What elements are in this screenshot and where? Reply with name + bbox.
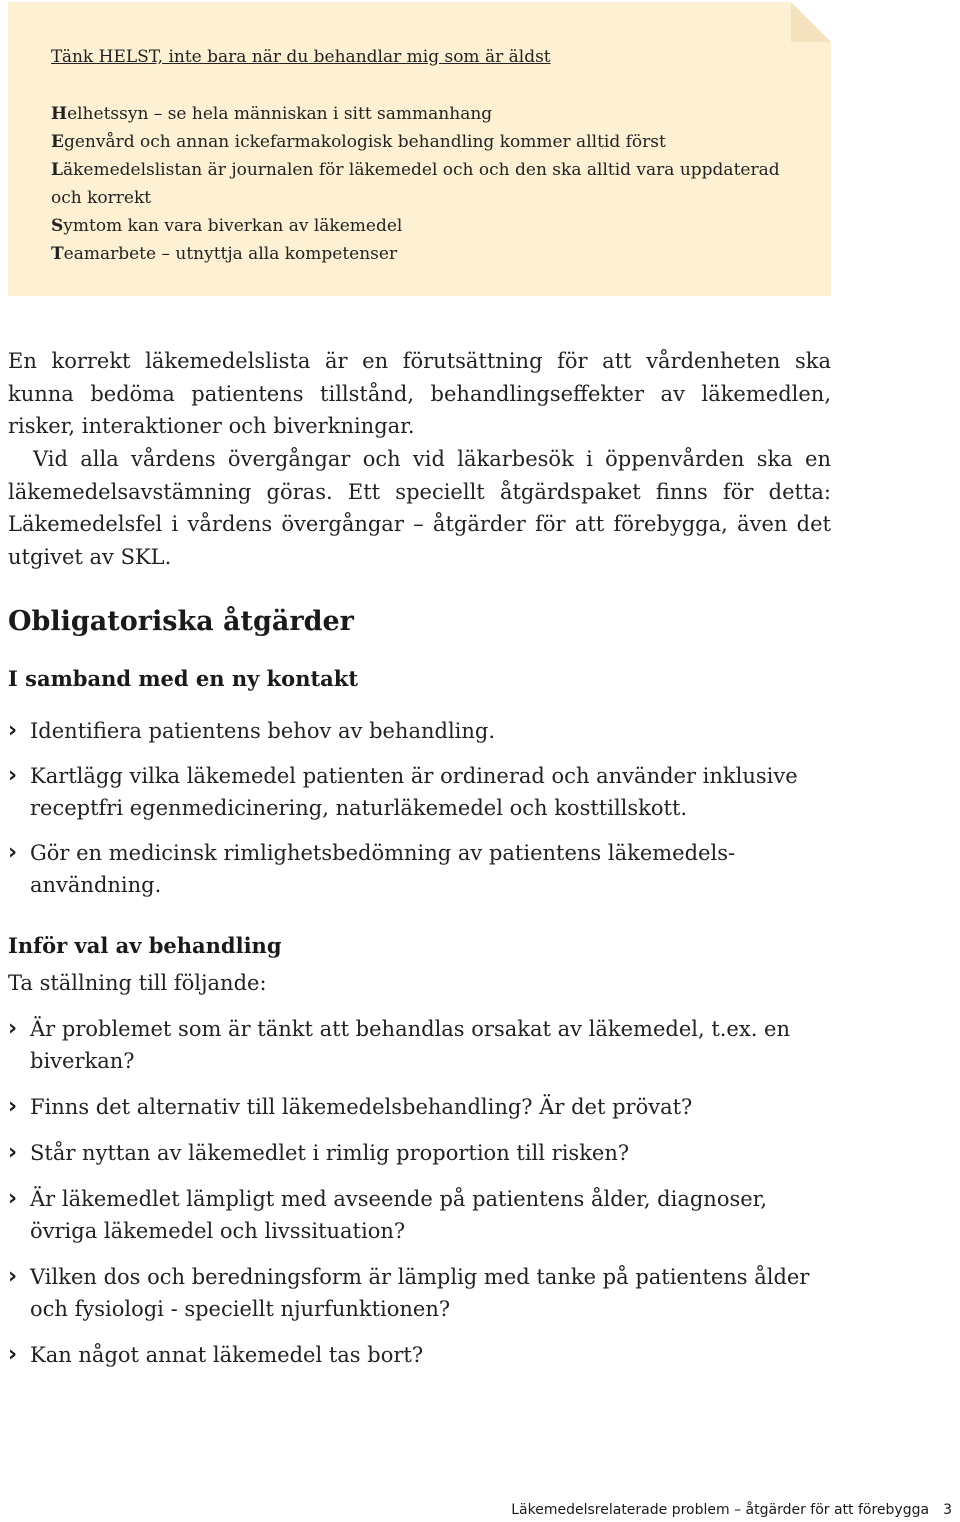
helst-initial: S xyxy=(51,216,64,236)
helst-initial: E xyxy=(51,132,64,152)
list-item xyxy=(8,1091,828,1123)
list-item-text: Gör en medicinsk rimlighetsbedömning av patientens läkemedels-användning. xyxy=(30,841,736,897)
folded-corner xyxy=(791,2,831,42)
chevron-right-icon: › xyxy=(8,1140,18,1165)
body-paragraph: En korrekt läkemedelslista är en förutsättning för att vårdenheten ska kunna bedöma patientens tillstånd, behandlingseffekter av läkemedlen, risker, interaktioner och biverkningar. xyxy=(8,349,831,438)
list-item xyxy=(8,715,828,747)
list-item-text: Finns det alternativ till läkemedelsbehandling? Är det prövat? xyxy=(30,1095,693,1119)
chevron-right-icon: › xyxy=(8,840,18,865)
list-item xyxy=(8,1013,828,1077)
chevron-right-icon: › xyxy=(8,1342,18,1367)
page-footer xyxy=(511,1502,952,1518)
helst-initial: T xyxy=(51,244,64,264)
list-item xyxy=(8,760,828,824)
list-item-text: Identifiera patientens behov av behandling. xyxy=(30,719,496,743)
chevron-right-icon: › xyxy=(8,1264,18,1289)
list-item-text: Kan något annat läkemedel tas bort? xyxy=(30,1343,424,1367)
helst-initial: H xyxy=(51,104,68,124)
helst-item xyxy=(51,156,791,212)
list-item xyxy=(8,837,828,901)
list-item-text: Står nyttan av läkemedlet i rimlig proportion till risken? xyxy=(30,1141,630,1165)
helst-text: elhetssyn – se hela människan i sitt sammanhang xyxy=(67,104,493,124)
list-item xyxy=(8,1137,828,1169)
body-paragraph: Vid alla vårdens övergångar och vid läkarbesök i öppenvården ska en läkemedelsavstämning göras. Ett speciellt åtgärdspaket finns för detta: Läkemedelsfel i vårdens övergångar – åtgärder för att förebygga, även det utgivet av SKL. xyxy=(8,447,831,569)
chevron-right-icon: › xyxy=(8,718,18,743)
helst-initial: L xyxy=(51,160,63,180)
chevron-right-icon: › xyxy=(8,763,18,788)
list-item xyxy=(8,1339,828,1371)
footer-title: Läkemedelsrelaterade problem – åtgärder för att förebygga xyxy=(511,1502,930,1518)
list-item-text: Är läkemedlet lämpligt med avseende på patientens ålder, diagnoser, övriga läkemedel och livssituation? xyxy=(30,1187,768,1243)
list-item-text: Är problemet som är tänkt att behandlas orsakat av läkemedel, t.ex. en biverkan? xyxy=(30,1017,791,1073)
helst-text: genvård och annan ickefarmakologisk behandling kommer alltid först xyxy=(63,132,666,152)
helst-list xyxy=(51,100,791,268)
treatment-choice-list xyxy=(8,1013,828,1385)
page-number: 3 xyxy=(943,1502,952,1518)
chevron-right-icon: › xyxy=(8,1186,18,1211)
section-title: Obligatoriska åtgärder xyxy=(8,606,354,637)
chevron-right-icon: › xyxy=(8,1094,18,1119)
helst-item xyxy=(51,212,791,240)
subsection-title: Inför val av behandling xyxy=(8,933,282,958)
subsection-title: I samband med en ny kontakt xyxy=(8,666,359,691)
list-item xyxy=(8,1261,828,1325)
subsection-lead: Ta ställning till följande: xyxy=(8,971,267,995)
helst-text: eamarbete – utnyttja alla kompetenser xyxy=(63,244,398,264)
list-item-text: Kartlägg vilka läkemedel patienten är ordinerad och använder inklusive receptfri egenmedicinering, naturläkemedel och kosttillskott. xyxy=(30,764,798,820)
helst-text: äkemedelslistan är journalen för läkemedel och och den ska alltid vara uppdaterad och korrekt xyxy=(51,160,780,208)
note-title: Tänk HELST, inte bara när du behandlar mig som är äldst xyxy=(51,47,551,67)
list-item xyxy=(8,1183,828,1247)
helst-item xyxy=(51,100,791,128)
helst-text: ymtom kan vara biverkan av läkemedel xyxy=(63,216,403,236)
helst-item xyxy=(51,128,791,156)
list-item-text: Vilken dos och beredningsform är lämplig med tanke på patientens ålder och fysiologi - speciellt njurfunktionen? xyxy=(30,1265,810,1321)
chevron-right-icon: › xyxy=(8,1016,18,1041)
helst-item xyxy=(51,240,791,268)
new-contact-list xyxy=(8,715,828,914)
